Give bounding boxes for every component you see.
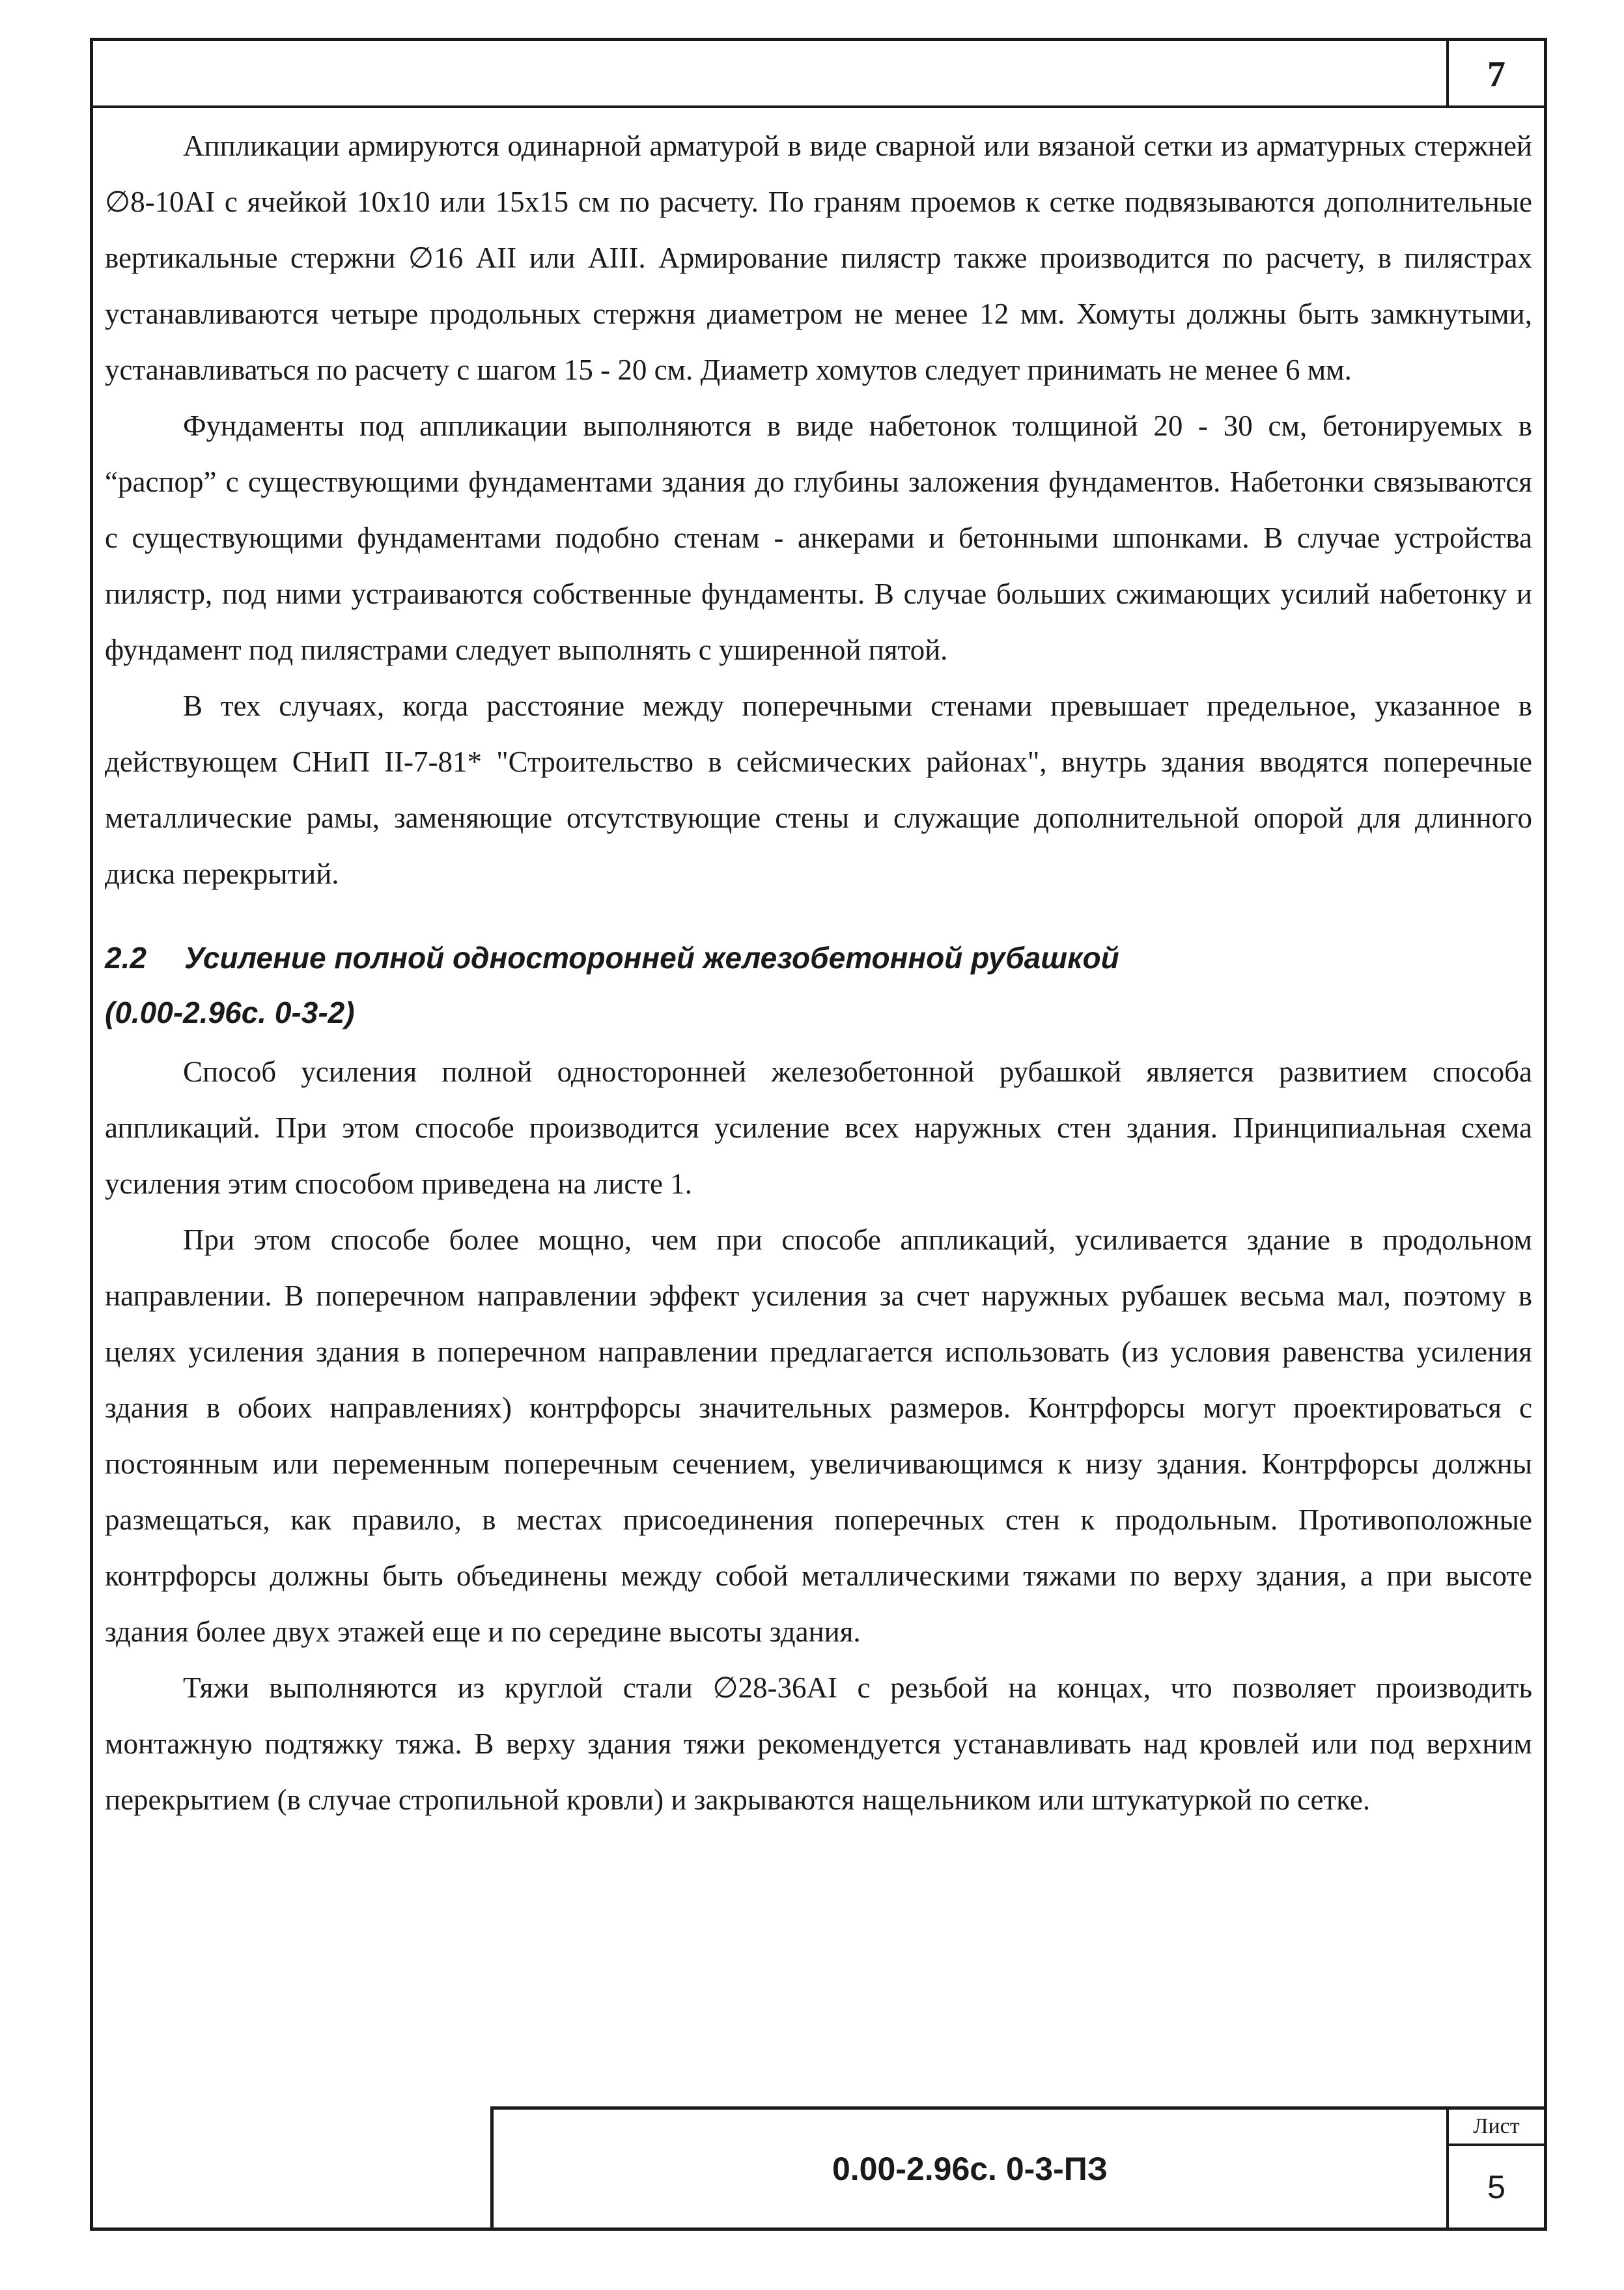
sheet-number: 5	[1487, 2168, 1505, 2205]
paragraph-foundations: Фундаменты под аппликации выполняются в виде набетонок толщиной 20 - 30 см, бетонируемых в “распор” с существующими фундаментами здания до глубины заложения фундаментов. Набетонки связываются с существующими фундаментами подобно стенам - анкерами и бетонными шпонками. В случае устройства пилястр, под ними устраиваются собственные фундаменты. В случае больших сжимающих усилий набетонку и фундамент под пилястрами следует выполнять с уширенной пятой.	[105, 410, 1532, 666]
section-heading	[105, 930, 1532, 985]
document-body	[105, 118, 1532, 1828]
document-code: 0.00-2.96с. 0-3-ПЗ	[832, 2150, 1108, 2187]
paragraph-reinforcement: Аппликации армируются одинарной арматурой в виде сварной или вязаной сетки из арматурных стержней ∅8-10AI с ячейкой 10x10 или 15x15 см по расчету. По граням проемов к сетке подвязываются дополнительные вертикальные стержни ∅16 AII или AIII. Армирование пилястр также производится по расчету, в пилястрах устанавливаются четыре продольных стержня диаметром не менее 12 мм. Хомуты должны быть замкнутыми, устанавливаться по расчету с шагом 15 - 20 см. Диаметр хомутов следует принимать не менее 6 мм.	[105, 130, 1532, 386]
paragraph-frames: В тех случаях, когда расстояние между поперечными стенами превышает предельное, указанное в действующем СНиП II-7-81* "Строительство в сейсмических районах", внутрь здания вводятся поперечные металлические рамы, заменяющие отсутствующие стены и служащие дополнительной опорой для длинного диска перекрытий.	[105, 690, 1532, 890]
page-number: 7	[1446, 41, 1544, 107]
title-block	[490, 2106, 1544, 2227]
section-code: (0.00-2.96с. 0-3-2)	[105, 996, 355, 1029]
paragraph-method: Способ усиления полной односторонней железобетонной рубашкой является развитием способа аппликаций. При этом способе производится усиление всех наружных стен здания. Принципиальная схема усиления этим способом приведена на листе 1.	[105, 1055, 1532, 1200]
paragraph-buttresses: При этом способе более мощно, чем при способе аппликаций, усиливается здание в продольном направлении. В поперечном направлении эффект усиления за счет наружных рубашек весьма мал, поэтому в целях усиления здания в поперечном направлении предлагается использовать (из условия равенства усиления здания в обоих направлениях) контрфорсы значительных размеров. Контрфорсы могут проектироваться с постоянным или переменным поперечным сечением, увеличивающимся к низу здания. Контрфорсы должны размещаться, как правило, в местах присоединения поперечных стен к продольным. Противоположные контрфорсы должны быть объединены между собой металлическими тяжами по верху здания, а при высоте здания более двух этажей еще и по середине высоты здания.	[105, 1223, 1532, 1648]
sheet-box	[1446, 2110, 1544, 2227]
section-number: 2.2	[105, 941, 147, 975]
paragraph-ties: Тяжи выполняются из круглой стали ∅28-36AI с резьбой на концах, что позволяет производить монтажную подтяжку тяжа. В верху здания тяжи рекомендуется устанавливать над кровлей или под верхним перекрытием (в случае стропильной кровли) и закрываются нащельником или штукатуркой по сетке.	[105, 1671, 1532, 1816]
page-frame	[90, 38, 1547, 2231]
sheet-label: Лист	[1449, 2110, 1544, 2146]
section-title: Усиление полной односторонней железобетонной рубашкой	[184, 941, 1119, 975]
header-rule	[93, 105, 1544, 108]
